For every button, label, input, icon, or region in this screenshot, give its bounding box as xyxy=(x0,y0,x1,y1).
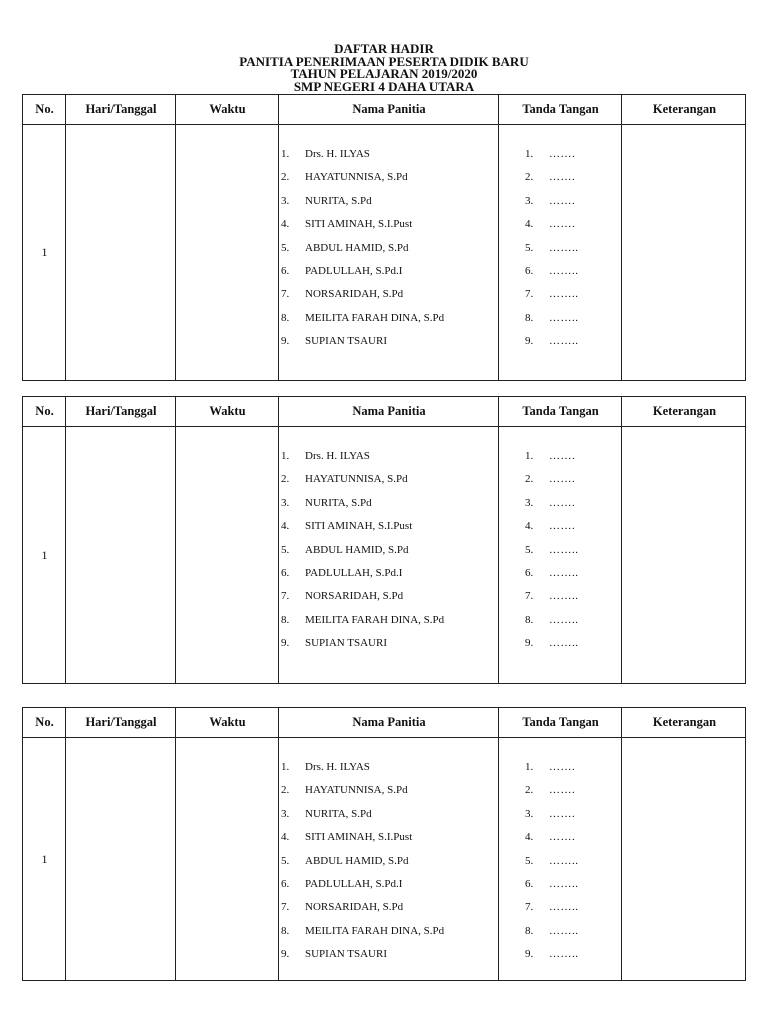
column-header: Nama Panitia xyxy=(352,404,426,418)
signature-slot[interactable] xyxy=(525,472,575,486)
signature-slot[interactable] xyxy=(525,170,575,184)
member-name-text: NORSARIDAH, S.Pd xyxy=(305,590,404,603)
signature-number: 2. xyxy=(525,473,534,486)
column-header: Waktu xyxy=(209,715,246,729)
member-name xyxy=(281,472,408,486)
member-name xyxy=(281,783,408,797)
signature-slot[interactable] xyxy=(525,334,579,348)
signature-dots: ……. xyxy=(549,218,576,231)
signature-slot[interactable] xyxy=(525,194,575,208)
column-header: Hari/Tanggal xyxy=(85,715,157,729)
member-number: 1. xyxy=(281,148,290,160)
member-name xyxy=(281,449,370,463)
signature-dots: ……. xyxy=(549,784,576,797)
attendance-table xyxy=(22,396,746,684)
member-name-text: SITI AMINAH, S.I.Pust xyxy=(305,831,413,844)
signature-dots: …….. xyxy=(549,567,579,579)
signature-number: 5. xyxy=(525,854,534,867)
signature-dots: …….. xyxy=(549,543,579,556)
signature-dots: …….. xyxy=(549,854,579,867)
signature-number: 3. xyxy=(525,496,534,509)
attendance-table xyxy=(22,94,746,381)
member-number: 4. xyxy=(281,218,290,231)
member-number: 1. xyxy=(281,761,290,773)
member-name xyxy=(281,854,409,868)
member-name-text: ABDUL HAMID, S.Pd xyxy=(305,241,409,254)
member-name-text: PADLULLAH, S.Pd.I xyxy=(305,878,403,890)
column-header: Tanda Tangan xyxy=(522,404,599,418)
signature-dots: ……. xyxy=(549,171,576,184)
member-name xyxy=(281,496,372,510)
column-header: Nama Panitia xyxy=(352,715,426,729)
member-number: 2. xyxy=(281,473,290,486)
signature-dots: …….. xyxy=(549,948,579,961)
signature-slot[interactable] xyxy=(525,264,579,278)
member-number: 2. xyxy=(281,171,290,184)
signature-dots: ……. xyxy=(549,450,576,462)
member-number: 7. xyxy=(281,288,290,301)
column-divider xyxy=(498,708,499,980)
signature-slot[interactable] xyxy=(525,854,579,868)
signature-number: 8. xyxy=(525,613,534,626)
column-divider xyxy=(498,397,499,683)
signature-dots: ……. xyxy=(549,148,576,160)
member-name-text: NURITA, S.Pd xyxy=(305,194,372,207)
member-name xyxy=(281,636,387,650)
signature-dots: …….. xyxy=(549,288,579,301)
signature-dots: …….. xyxy=(549,590,579,603)
signature-dots: …….. xyxy=(549,878,579,890)
member-name-text: NORSARIDAH, S.Pd xyxy=(305,288,404,301)
signature-dots: …….. xyxy=(549,241,579,254)
member-name xyxy=(281,170,408,184)
signature-slot[interactable] xyxy=(525,147,575,161)
signature-dots: …….. xyxy=(549,637,579,650)
column-header: No. xyxy=(35,404,54,418)
member-number: 9. xyxy=(281,637,290,650)
signature-slot[interactable] xyxy=(525,217,575,231)
column-divider xyxy=(65,708,66,980)
signature-number: 8. xyxy=(525,924,534,937)
member-name xyxy=(281,566,402,580)
signature-slot[interactable] xyxy=(525,449,575,463)
signature-dots: …….. xyxy=(549,924,579,937)
row-number: 1 xyxy=(41,547,48,562)
member-name xyxy=(281,311,444,325)
signature-dots: …….. xyxy=(549,265,579,277)
member-name xyxy=(281,241,409,255)
column-header: Keterangan xyxy=(652,404,717,418)
signature-number: 6. xyxy=(525,878,534,890)
signature-slot[interactable] xyxy=(525,613,579,627)
column-header: Tanda Tangan xyxy=(522,715,599,729)
column-header: No. xyxy=(35,102,54,116)
signature-slot[interactable] xyxy=(525,830,575,844)
member-name xyxy=(281,217,412,231)
signature-slot[interactable] xyxy=(525,496,575,510)
signature-dots: ……. xyxy=(549,831,576,844)
signature-number: 1. xyxy=(525,148,534,160)
member-name-text: HAYATUNNISA, S.Pd xyxy=(305,171,408,184)
member-name-text: SITI AMINAH, S.I.Pust xyxy=(305,520,413,533)
member-name-text: Drs. H. ILYAS xyxy=(305,450,370,462)
signature-number: 6. xyxy=(525,567,534,579)
doc-title: DAFTAR HADIR xyxy=(334,41,434,56)
column-divider xyxy=(621,708,622,980)
member-name-text: PADLULLAH, S.Pd.I xyxy=(305,567,403,579)
signature-dots: …….. xyxy=(549,901,579,914)
signature-slot[interactable] xyxy=(525,241,579,255)
member-number: 6. xyxy=(281,878,290,890)
signature-number: 5. xyxy=(525,241,534,254)
column-divider xyxy=(498,95,499,380)
member-number: 1. xyxy=(281,450,290,462)
member-number: 3. xyxy=(281,496,290,509)
signature-slot[interactable] xyxy=(525,947,579,961)
member-number: 6. xyxy=(281,567,290,579)
signature-slot[interactable] xyxy=(525,900,579,914)
member-name xyxy=(281,947,387,961)
signature-number: 9. xyxy=(525,335,534,348)
member-number: 2. xyxy=(281,784,290,797)
member-name-text: NORSARIDAH, S.Pd xyxy=(305,901,404,914)
member-name xyxy=(281,147,370,161)
member-name-text: ABDUL HAMID, S.Pd xyxy=(305,854,409,867)
column-header: Tanda Tangan xyxy=(522,102,599,116)
doc-school: SMP NEGERI 4 DAHA UTARA xyxy=(293,78,475,94)
member-name xyxy=(281,760,370,774)
member-name xyxy=(281,543,409,557)
member-name-text: SUPIAN TSAURI xyxy=(305,335,388,348)
column-divider xyxy=(278,95,279,380)
signature-dots: ……. xyxy=(549,807,576,820)
member-number: 7. xyxy=(281,901,290,914)
member-name xyxy=(281,287,403,301)
signature-number: 1. xyxy=(525,450,534,462)
member-name-text: SUPIAN TSAURI xyxy=(305,637,388,650)
member-number: 8. xyxy=(281,924,290,937)
signature-dots: ……. xyxy=(549,761,576,773)
signature-slot[interactable] xyxy=(525,877,579,891)
column-divider xyxy=(175,708,176,980)
member-name-text: HAYATUNNISA, S.Pd xyxy=(305,473,408,486)
column-header: Keterangan xyxy=(652,102,717,116)
signature-slot[interactable] xyxy=(525,636,579,650)
member-name-text: SUPIAN TSAURI xyxy=(305,948,388,961)
member-name xyxy=(281,613,444,627)
signature-number: 4. xyxy=(525,520,534,533)
signature-number: 7. xyxy=(525,590,534,603)
signature-number: 4. xyxy=(525,218,534,231)
signature-slot[interactable] xyxy=(525,807,575,821)
member-number: 3. xyxy=(281,807,290,820)
signature-slot[interactable] xyxy=(525,589,579,603)
member-number: 9. xyxy=(281,335,290,348)
signature-dots: ……. xyxy=(549,194,576,207)
member-name xyxy=(281,264,402,278)
member-name-text: PADLULLAH, S.Pd.I xyxy=(305,265,403,277)
signature-number: 2. xyxy=(525,171,534,184)
member-name xyxy=(281,830,412,844)
row-number: 1 xyxy=(41,851,48,866)
signature-number: 7. xyxy=(525,288,534,301)
member-name-text: ABDUL HAMID, S.Pd xyxy=(305,543,409,556)
member-number: 4. xyxy=(281,831,290,844)
signature-slot[interactable] xyxy=(525,519,575,533)
member-number: 8. xyxy=(281,613,290,626)
column-header: Hari/Tanggal xyxy=(85,404,157,418)
member-name-text: Drs. H. ILYAS xyxy=(305,148,370,160)
member-number: 6. xyxy=(281,265,290,277)
column-header: Hari/Tanggal xyxy=(85,102,157,116)
signature-slot[interactable] xyxy=(525,924,579,938)
doc-year: TAHUN PELAJARAN 2019/2020 xyxy=(290,66,478,81)
member-number: 9. xyxy=(281,948,290,961)
member-number: 7. xyxy=(281,590,290,603)
member-name xyxy=(281,807,372,821)
member-number: 3. xyxy=(281,194,290,207)
member-name xyxy=(281,900,403,914)
column-divider xyxy=(278,708,279,980)
member-name-text: NURITA, S.Pd xyxy=(305,807,372,820)
signature-number: 5. xyxy=(525,543,534,556)
member-name xyxy=(281,334,387,348)
doc-subtitle: PANITIA PENERIMAAN PESERTA DIDIK BARU xyxy=(239,53,529,69)
member-name xyxy=(281,519,412,533)
column-divider xyxy=(175,95,176,380)
signature-dots: ……. xyxy=(549,496,576,509)
member-number: 8. xyxy=(281,311,290,324)
member-name-text: MEILITA FARAH DINA, S.Pd xyxy=(305,311,445,324)
signature-number: 2. xyxy=(525,784,534,797)
member-name-text: MEILITA FARAH DINA, S.Pd xyxy=(305,924,445,937)
member-number: 4. xyxy=(281,520,290,533)
member-number: 5. xyxy=(281,854,290,867)
signature-number: 7. xyxy=(525,901,534,914)
signature-dots: …….. xyxy=(549,335,579,348)
member-name-text: MEILITA FARAH DINA, S.Pd xyxy=(305,613,445,626)
column-divider xyxy=(621,95,622,380)
member-name-text: NURITA, S.Pd xyxy=(305,496,372,509)
column-divider xyxy=(65,397,66,683)
signature-number: 9. xyxy=(525,948,534,961)
signature-number: 3. xyxy=(525,194,534,207)
signature-slot[interactable] xyxy=(525,287,579,301)
attendance-table xyxy=(22,707,746,981)
signature-dots: ……. xyxy=(549,473,576,486)
column-header: Keterangan xyxy=(652,715,717,729)
member-name-text: SITI AMINAH, S.I.Pust xyxy=(305,218,413,231)
signature-slot[interactable] xyxy=(525,566,579,580)
signature-dots: …….. xyxy=(549,613,579,626)
member-name xyxy=(281,194,372,208)
signature-number: 9. xyxy=(525,637,534,650)
column-header: Waktu xyxy=(209,102,246,116)
column-divider xyxy=(175,397,176,683)
signature-dots: …….. xyxy=(549,311,579,324)
row-number: 1 xyxy=(41,245,48,259)
member-number: 5. xyxy=(281,543,290,556)
column-header: No. xyxy=(35,715,54,729)
column-divider xyxy=(278,397,279,683)
signature-dots: ……. xyxy=(549,520,576,533)
column-header: Waktu xyxy=(209,404,246,418)
member-name xyxy=(281,924,444,938)
signature-slot[interactable] xyxy=(525,311,579,325)
signature-number: 3. xyxy=(525,807,534,820)
signature-number: 6. xyxy=(525,265,534,277)
member-name-text: Drs. H. ILYAS xyxy=(305,761,370,773)
member-name-text: HAYATUNNISA, S.Pd xyxy=(305,784,408,797)
member-number: 5. xyxy=(281,241,290,254)
signature-number: 1. xyxy=(525,761,534,773)
signature-slot[interactable] xyxy=(525,760,575,774)
signature-slot[interactable] xyxy=(525,543,579,557)
member-name xyxy=(281,877,402,891)
column-divider xyxy=(65,95,66,380)
signature-slot[interactable] xyxy=(525,783,575,797)
column-divider xyxy=(621,397,622,683)
column-header: Nama Panitia xyxy=(352,102,426,116)
signature-number: 4. xyxy=(525,831,534,844)
signature-number: 8. xyxy=(525,311,534,324)
member-name xyxy=(281,589,403,603)
